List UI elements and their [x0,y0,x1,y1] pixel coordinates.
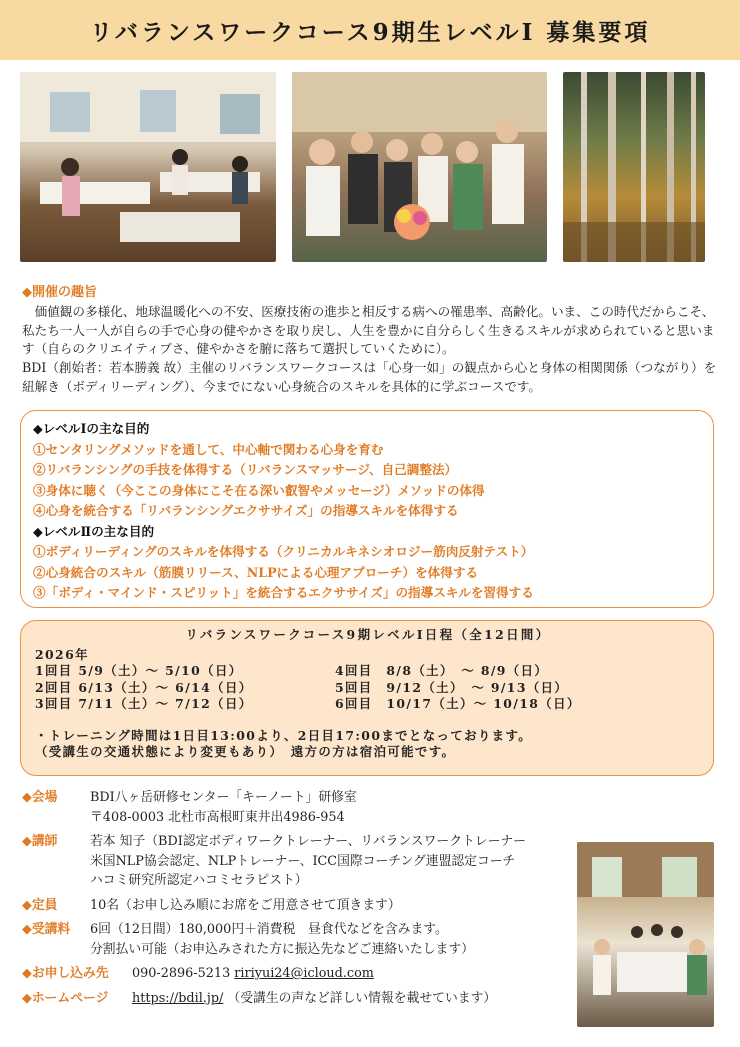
schedule-box [20,620,714,776]
level2-goal-item: ①ボディリーディングのスキルを体得する（クリニカルキネシオロジー筋肉反射テスト） [33,544,534,559]
fee-label: ◆受講料 [22,922,71,937]
schedule-note: ・トレーニング時間は1日目13:00より、2日目17:00までとなっております。 [35,727,533,743]
title-banner [0,0,740,60]
schedule-session: 4回目 8/8（土） ～ 8/9（日） [335,663,549,678]
level2-goal-item: ②心身統合のスキル（筋膜リリース、NLPによる心理アプローチ）を体得する [33,564,479,580]
apply-phone[interactable]: 090-2896-5213 [132,966,231,981]
level1-heading: ◆レベルⅠの主な目的 [33,421,150,436]
apply-email-link[interactable]: ririyui24@icloud.com [234,966,374,981]
apply-label: ◆お申し込み先 [22,966,109,981]
website-label: ◆ホームページ [22,990,109,1006]
schedule-session: 2回目 6/13（土）～ 6/14（日） [35,679,253,695]
page-title: リバランスワークコース9期生レベルⅠ 募集要項 [89,18,651,46]
schedule-session: 6回目 10/17（土）～ 10/18（日） [335,696,581,711]
schedule-session: 3回目 7/11（土）～ 7/12（日） [35,696,253,711]
level1-goal-item: ②リバランシングの手技を体得する（リバランスマッサージ、自己調整法） [33,462,458,477]
fee-row [22,920,582,940]
schedule-session: 1回目 5/9（土）～ 5/10（日） [35,663,243,678]
forest-photo [563,72,705,262]
level1-goal-item: ④心身を統合する「リバランシングエクササイズ」の指導スキルを体得する [33,503,459,518]
venue-address-row [22,808,582,828]
schedule-year: 2026年 [35,646,89,662]
fee-value: 6回（12日間）180,000円＋消費税 昼食代などを含みます。 [90,922,448,937]
capacity-value: 10名（お申し込み順にお席をご用意させて頂きます） [90,897,401,913]
schedule-title: リバランスワークコース9期レベルⅠ日程（全12日間） [185,627,551,642]
instructor-line: ハコミ研究所認定ハコミセラピスト） [90,873,308,888]
capacity-row [22,896,582,916]
dining-group-photo [577,842,714,1027]
schedule-session: 5回目 9/12（土） ～ 9/13（日） [335,679,569,695]
intro-section [22,284,722,397]
info-section [22,788,582,1008]
venue-address: 〒408-0003 北杜市高根町東井出4986-954 [90,809,345,825]
instructor-row [22,832,582,852]
instructor-line: 若本 知子（BDI認定ボディワークトレーナー、リバランスワークトレーナー [90,834,526,849]
venue-label: ◆会場 [22,790,58,805]
website-link[interactable]: https://bdil.jp/ [132,990,224,1006]
level1-goal-item: ①センタリングメソッドを通して、中心軸で関わる心身を育む [33,441,384,457]
workshop-room-photo [20,72,276,262]
apply-row [22,964,582,984]
intro-paragraph-2: BDI（創始者：若本勝義 故）主催のリバランスワークコースは「心身一如」の観点から心と身体の相関関係（つながり）を紐解き（ボディリーディング）、今までにない心身統合のスキルを具体的に学ぶコースです。 [22,360,717,394]
schedule-row [35,663,701,680]
level1-goal-item: ③身体に聴く（今ここの身体にこそ在る深い叡智やメッセージ）メソッドの体得 [33,482,485,498]
intro-paragraph-1: 価値観の多様化、地球温暖化への不安、医療技術の進歩と相反する病への罹患率、高齢化。いま、この時代だからこそ、私たち一人一人が自らの手で心身の健やかさを取り戻し、人生を豊かに自分らしく生きるスキルが求められていると思います（自らのクリエイティブさ、健やかさを腑に落ちて選択していくために）。 [22,303,715,357]
website-row [22,989,582,1009]
schedule-note: （受講生の交通状態により変更もあり） 遠方の方は宿泊可能です。 [35,744,456,759]
intro-heading: ◆開催の趣旨 [22,285,97,300]
instructor-label: ◆講師 [22,834,58,849]
schedule-row [35,680,701,697]
capacity-label: ◆定員 [22,897,58,913]
instructor-line: 米国NLP協会認定、NLPトレーナー、ICC国際コーチング連盟認定コーチ [90,853,516,869]
schedule-row [35,696,701,713]
level2-heading: ◆レベルⅡの主な目的 [33,523,155,539]
venue-name: BDI八ヶ岳研修センター「キーノート」研修室 [90,790,357,805]
group-photo [292,72,547,262]
level2-goal-item: ③「ボディ・マインド・スピリット」を統合するエクササイズ」の指導スキルを習得する [33,585,534,600]
fee-note: 分割払い可能（お申込みされた方に振込先などご連絡いたします） [90,941,474,957]
website-note: （受講生の声など詳しい情報を載せています） [227,990,497,1006]
venue-row [22,788,582,808]
goals-box [20,410,714,608]
